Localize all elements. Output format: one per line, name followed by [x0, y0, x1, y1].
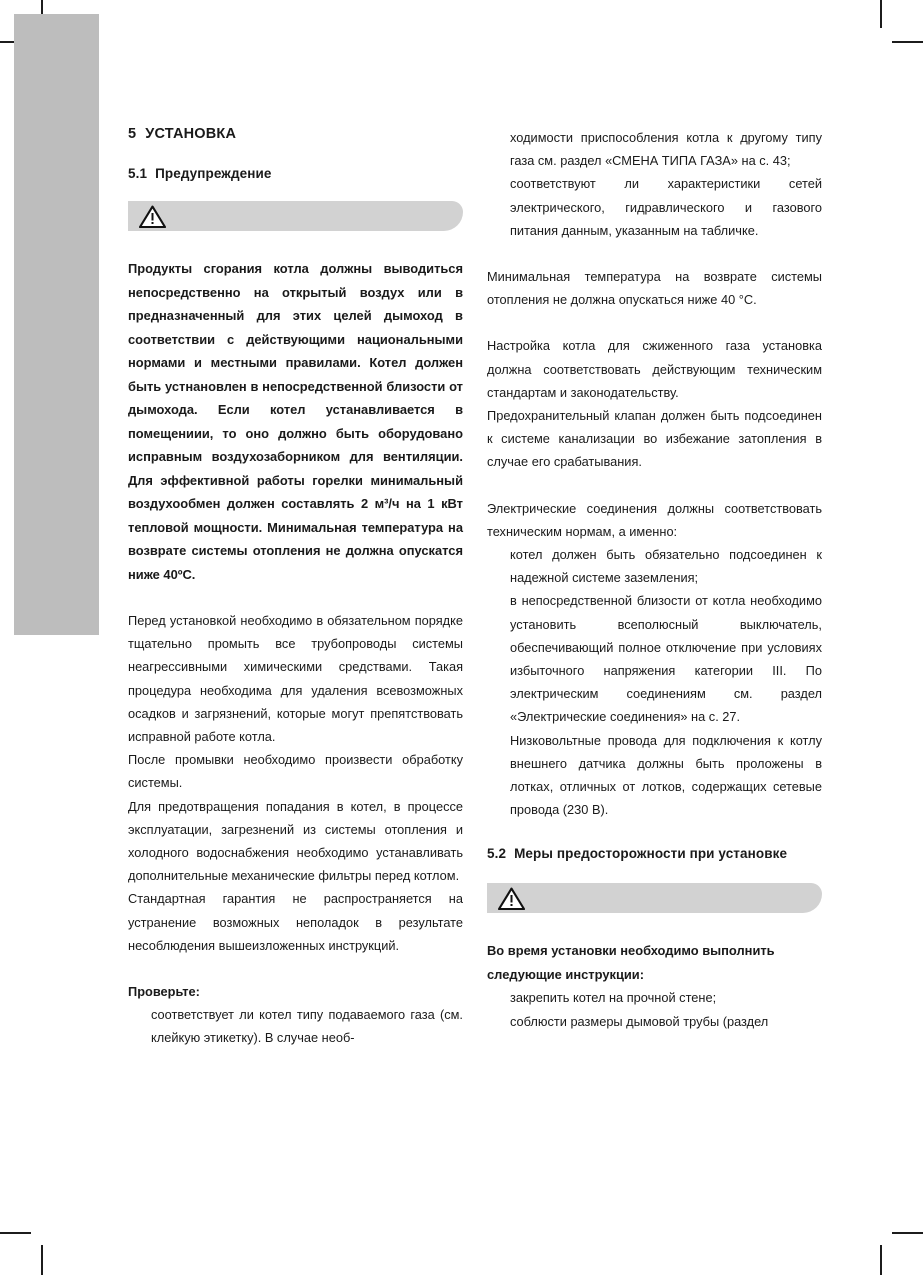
- crop-mark-bottom-left-horizontal: [0, 1232, 31, 1234]
- crop-mark-top-right-horizontal: [892, 41, 923, 43]
- crop-mark-bottom-left-vertical: [41, 1245, 43, 1275]
- paragraph-filters: Для предотвращения попадания в котел, в процессе эксплуатации, загрезнений из системы отопления и холодного водоснабжения необходимо устанавливать дополнительные механические фильтры перед котлом.: [128, 798, 463, 884]
- list-item: соблюсти размеры дымовой трубы (раздел: [510, 1013, 769, 1029]
- page-title: [128, 126, 463, 142]
- paragraph-electrical-intro: Электрические соединения должны соответствовать техническим нормам, а именно:: [487, 500, 822, 539]
- crop-mark-bottom-right-horizontal: [892, 1232, 923, 1234]
- right-text-column: [487, 126, 822, 1033]
- list-item: котел должен быть обязательно подсоединен к надежной системе заземления;: [510, 547, 822, 586]
- subsection-heading-5-1: [128, 166, 463, 181]
- subsection-number: 5.1: [128, 166, 148, 181]
- warning-banner-5-2: [487, 883, 822, 913]
- electrical-list: [487, 543, 822, 821]
- install-instructions-heading: Во время установки необходимо выполнить следующие инструкции:: [487, 943, 775, 982]
- subsection-number: 5.2: [487, 846, 507, 862]
- list-item: в непосредственной близости от котла необходимо установить всеполюсный выключатель, обеспечивающий полное отключение при условиях избыточного напряжения категории III. По электрическим соединениям см. раздел «Электрические соединения» на с. 27.: [510, 593, 822, 725]
- crop-mark-top-right-vertical: [880, 0, 882, 28]
- section-number: 5: [128, 126, 137, 142]
- warning-triangle-icon: [498, 887, 525, 913]
- section-title-text: УСТАНОВКА: [145, 126, 237, 142]
- warning-triangle-icon: [139, 205, 166, 231]
- list-item: соответствуют ли характеристики сетей электрического, гидравлического и газового питания данным, указанным на табличке.: [510, 176, 822, 238]
- paragraph-lpg-setting: Настройка котла для сжиженного газа установка должна соответствовать действующим техническим стандартам и законодательству.: [487, 338, 822, 400]
- crop-mark-bottom-right-vertical: [880, 1245, 882, 1275]
- subsection-title-text: Предупреждение: [155, 166, 272, 181]
- check-list-continued: [487, 126, 822, 242]
- list-item: закрепить котел на прочной стене;: [510, 990, 717, 1006]
- install-list: [487, 986, 822, 1032]
- thumb-index-tab: [14, 14, 99, 635]
- list-item: соответствует ли котел типу подаваемого газа (см. клейкую этикетку). В случае необ-: [151, 1007, 463, 1046]
- paragraph-safety-valve: Предохранительный клапан должен быть подсоединен к системе канализации во избежание затопления в случае его срабатывания.: [487, 408, 822, 470]
- paragraph-warranty: Стандартная гарантия не распространяется на устранение возможных неполадок в результате несоблюдения вышеизложенных инструкций.: [128, 891, 463, 953]
- paragraph-prewash: Перед установкой необходимо в обязательном порядке тщательно промыть все трубопроводы системы неагрессивными химическими средствами. Такая процедура необходима для удаления всевозможных осадков и загрязнений, которые могут препятствовать исправной работе котла.: [128, 613, 463, 745]
- warning-banner-5-1: [128, 201, 463, 231]
- paragraph-after-wash: После промывки необходимо произвести обработку системы.: [128, 752, 463, 791]
- check-list: [128, 1003, 463, 1049]
- subsection-title-text: Меры предосторожности при установке: [514, 846, 788, 862]
- list-item: Низковольтные провода для подключения к котлу внешнего датчика должны быть проложены в лотках, отличных от лотков, содержащих сетевые провода (230 В).: [510, 732, 822, 818]
- subsection-heading-5-2: [487, 844, 822, 863]
- list-item: ходимости приспособления котла к другому типу газа см. раздел «СМЕНА ТИПА ГАЗА» на с. 43;: [510, 130, 822, 169]
- check-heading: Проверьте:: [128, 984, 200, 1000]
- left-text-column: [128, 126, 463, 1050]
- warning-bold-paragraph: Продукты сгорания котла должны выводиться непосредственно на открытый воздух или в предназначенный для этих целей дымоход в соответствии с действующими национальными нормами и местными правилами. Котел должен быть устнановлен в непосредственной близости от дымохода. Если котел устанавливается в помещениии, то оно должно быть оборудовано исправным воздухозаборником для вентиляции. Для эффективной работы горелки минимальный воздухообмен должен составлять 2 м³/ч на 1 кВт тепловой мощности. Минимальная температура на возврате системы отопления не должна опускатся ниже 40ºС.: [128, 261, 463, 582]
- paragraph-min-temp: Минимальная температура на возврате системы отопления не должна опускаться ниже 40 °С.: [487, 269, 822, 308]
